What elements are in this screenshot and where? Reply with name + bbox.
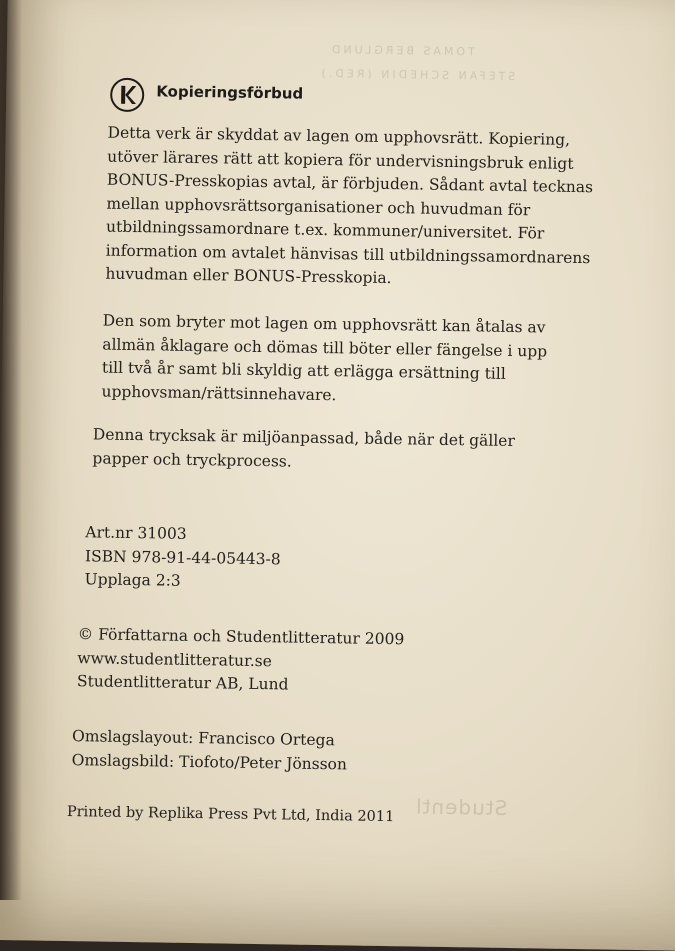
text-line: BONUS-Presskopias avtal, är förbjuden. Sådant avtal tecknas: [106, 170, 594, 197]
text-line: mellan upphovsrättsorganisationer och huvudman för: [106, 194, 531, 219]
printer-line: [67, 801, 395, 830]
article-number: Art.nr 31003: [85, 523, 187, 543]
copyright-line: © Författarna och Studentlitteratur 2009: [77, 625, 405, 649]
text-line: allmän åklagare och dömas till böter eller fängelse i upp: [102, 335, 548, 361]
publisher-name: Studentlitteratur AB, Lund: [76, 672, 289, 694]
cover-credits: [72, 725, 348, 776]
copyright-notice-paragraph: [105, 122, 594, 294]
show-through-text: TOMAS BERGLUND: [328, 43, 475, 59]
show-through-text: Studentl: [414, 794, 508, 820]
penalty-paragraph: [101, 310, 547, 411]
edition: Upplaga 2:3: [84, 570, 181, 590]
kopieringsforbud-k-icon: [110, 78, 145, 113]
printed-by: Printed by Replika Press Pvt Ltd, India 2011: [66, 804, 395, 826]
text-line: information om avtalet hänvisas till utbildningssamordnarens: [105, 241, 591, 267]
show-through-text: STEFAN SCHEDIN (RED.): [318, 66, 516, 83]
text-line: papper och tryckprocess.: [92, 448, 292, 471]
cover-image-credit: Omslagsbild: Tiofoto/Peter Jönsson: [71, 750, 348, 773]
text-line: upphovsman/rättsinnehavare.: [101, 382, 337, 404]
text-line: utöver lärares rätt att kopiera för undervisningsbruk enligt: [107, 147, 574, 173]
page-edge-shadow: [0, 0, 22, 900]
cover-layout-credit: Omslagslayout: Francisco Ortega: [71, 727, 335, 750]
catalog-info: [84, 521, 281, 595]
text-line: Den som bryter mot lagen om upphovsrätt kan åtalas av: [102, 311, 546, 337]
isbn: ISBN 978-91-44-05443-8: [84, 546, 281, 568]
text-line: Detta verk är skyddat av lagen om upphovsrätt. Kopiering,: [107, 123, 571, 149]
environment-paragraph: [92, 423, 515, 477]
kopieringsforbud-heading: Kopieringsförbud: [156, 82, 304, 103]
text-line: till två år samt bli skyldig att erlägga ersättning till: [101, 358, 506, 383]
text-line: utbildningssamordnare t.ex. kommuner/universitet. För: [105, 217, 545, 243]
text-line: huvudman eller BONUS-Presskopia.: [105, 264, 392, 288]
text-line: Denna trycksak är miljöanpassad, både när det gäller: [92, 425, 515, 451]
publisher-info: [77, 623, 405, 699]
publisher-website: www.studentlitteratur.se: [77, 648, 273, 670]
